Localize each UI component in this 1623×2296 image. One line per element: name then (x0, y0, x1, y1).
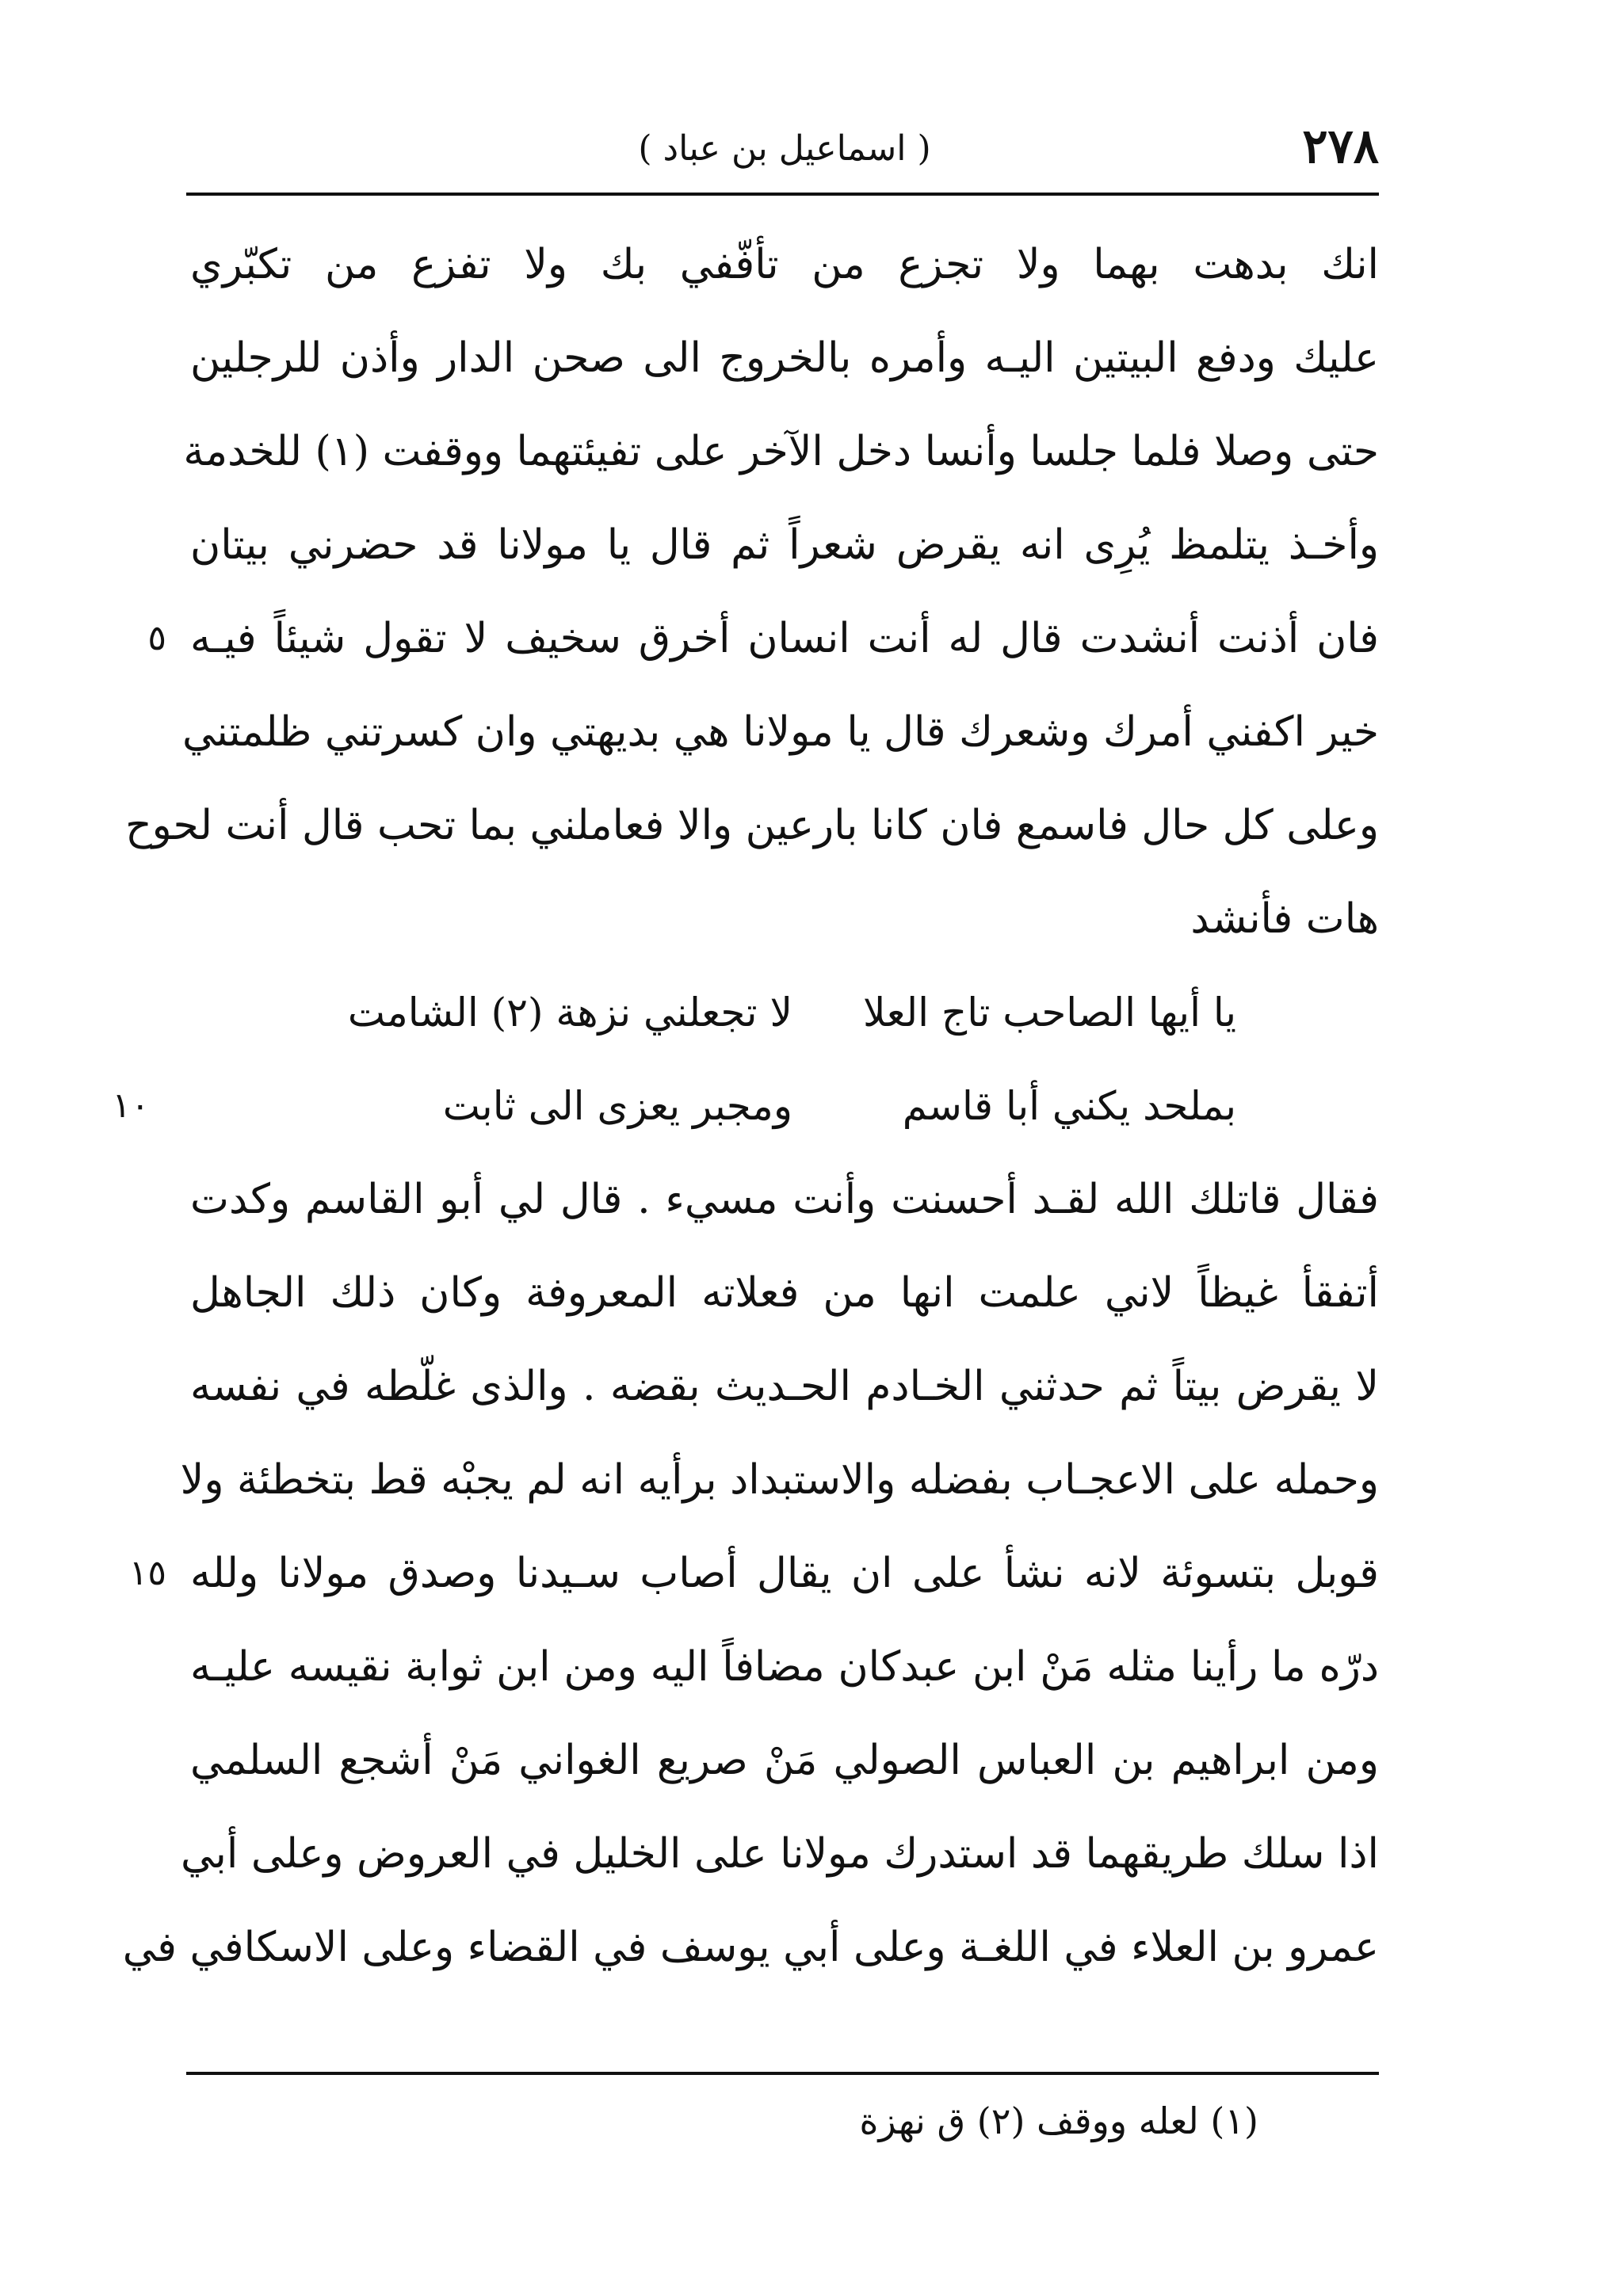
line-text: اذا سلك طريقهما قد استدرك مولانا على الخليل في العروض وعلى أبي (181, 1830, 1379, 1878)
text-line (190, 1153, 1379, 1246)
text-line (190, 872, 1379, 966)
text-line (190, 498, 1379, 592)
line-number: ٥ (147, 618, 166, 658)
line-text: وحمله على الاعجـاب بفضله والاستبداد برأيه انه لم يجبْه قط بتخطئة ولا (180, 1456, 1379, 1504)
footnotes: (١) لعله ووقف (٢) ق نهزة (859, 2100, 1258, 2142)
line-text: فان أذنت أنشدت قال له أنت انسان أخرق سخيف لا تقول شيئاً فيـه (190, 615, 1379, 662)
text-line (190, 1340, 1379, 1433)
verse (190, 966, 1379, 1059)
line-text: درّه ما رأينا مثله مَنْ ابن عبدكان مضافاً اليه ومن ابن ثوابة نقيسه عليـه (190, 1643, 1379, 1691)
line-text: لا يقرض بيتاً ثم حدثني الخـادم الحـديث بقضه . والذى غلّطه في نفسه (190, 1363, 1379, 1410)
verse-second-hemistich: ومجبر يعزى الى ثابت (442, 1083, 792, 1129)
line-text: قوبل بتسوئة لانه نشأ على ان يقال أصاب سـيدنا وصدق مولانا ولله (190, 1550, 1379, 1597)
verse (112, 1059, 1379, 1153)
line-text: خير اكفني أمرك وشعرك قال يا مولانا هي بديهتي وان كسرتني ظلمتني (181, 708, 1379, 756)
text-line (122, 1901, 1379, 1994)
text-line (180, 1433, 1379, 1527)
line-text: وأخـذ يتلمظ يُرِى انه يقرض شعراً ثم قال يا مولانا قد حضرني بيتان (190, 521, 1379, 569)
footnote-rule (186, 2072, 1379, 2075)
verse-second-hemistich: لا تجعلني نزهة (٢) الشامت (347, 990, 792, 1035)
line-number: ١٥ (128, 1553, 166, 1593)
text-line (190, 1246, 1379, 1340)
verse-first-hemistich: يا أيها الصاحب تاج العلا (862, 990, 1236, 1035)
running-title: ( اسماعيل بن عباد ) (638, 128, 931, 169)
text-line (181, 685, 1379, 779)
text-line (181, 1807, 1379, 1901)
text-line (128, 1527, 1379, 1620)
text-line (190, 311, 1379, 405)
text-line (183, 405, 1379, 498)
line-text: عمرو بن العلاء في اللغـة وعلى أبي يوسف في القضاء وعلى الاسكافي في (122, 1924, 1379, 1971)
verse-first-hemistich: بملحد يكني أبا قاسم (902, 1083, 1236, 1129)
text-line (190, 1620, 1379, 1714)
line-number: ١٠ (112, 1085, 150, 1126)
text-line (190, 218, 1379, 311)
line-text: حتى وصلا فلما جلسا وأنسا دخل الآخر على تفيئتهما ووقفت (١) للخدمة (183, 428, 1379, 475)
text-line (147, 592, 1379, 685)
text-line (190, 1714, 1379, 1807)
line-text: انك بدهت بهما ولا تجزع من تأفّفي بك ولا تفزع من تكبّري (190, 241, 1379, 288)
body-text (112, 218, 1379, 1994)
line-text: فقال قاتلك الله لقـد أحسنت وأنت مسيء . قال لي أبو القاسم وكدت (190, 1176, 1379, 1223)
line-text: هات فأنشد (1190, 895, 1379, 943)
line-text: أتفقأ غيظاً لاني علمت انها من فعلاته المعروفة وكان ذلك الجاهل (190, 1269, 1379, 1317)
page-header (190, 119, 1379, 190)
line-text: ومن ابراهيم بن العباس الصولي مَنْ صريع الغواني مَنْ أشجع السلمي (190, 1737, 1379, 1784)
text-line (125, 779, 1379, 872)
line-text: عليك ودفع البيتين اليـه وأمره بالخروج الى صحن الدار وأذن للرجلين (190, 334, 1379, 382)
page-number: ٢٧٨ (1302, 119, 1379, 174)
header-rule (186, 193, 1379, 196)
line-text: وعلى كل حال فاسمع فان كانا بارعين والا فعاملني بما تحب قال أنت لحوح (125, 802, 1379, 849)
